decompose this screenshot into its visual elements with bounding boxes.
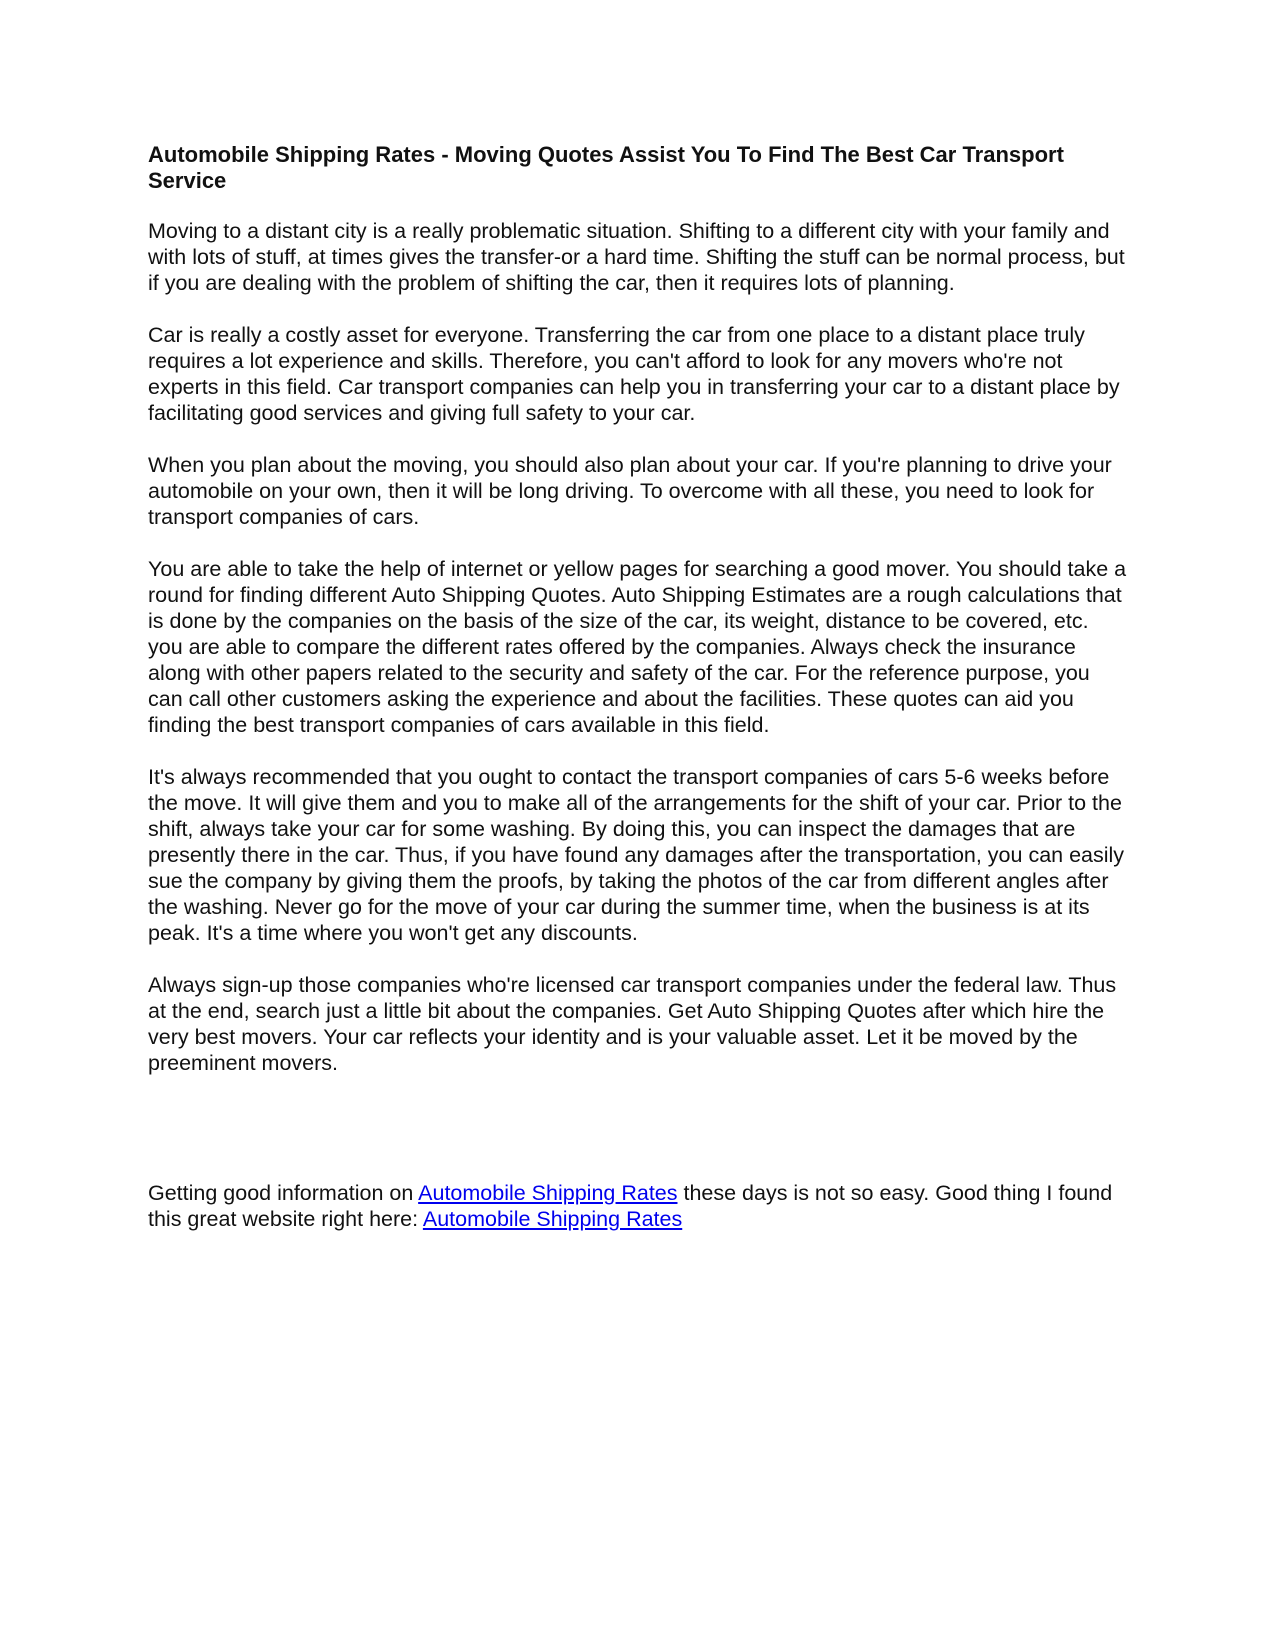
automobile-shipping-rates-link-1[interactable]: Automobile Shipping Rates xyxy=(418,1181,678,1205)
footer-text-start: Getting good information on xyxy=(148,1181,419,1205)
document-page xyxy=(148,142,1128,1258)
automobile-shipping-rates-link-2[interactable]: Automobile Shipping Rates xyxy=(422,1207,683,1231)
paragraph-5: It's always recommended that you ought to contact the transport companies of cars 5-6 weeks before the move. It will give them and you to make all of the arrangements for the shift of your car. Prior to the shift, always take your car for some washing. By doing this, you can inspect the damages that are presently there in the car. Thus, if you have found any damages after the transportation, you can easily sue the company by giving them the proofs, by taking the photos of the car from different angles after the washing. Never go for the move of your car during the summer time, when the business is at its peak. It's a time where you won't get any discounts. xyxy=(148,765,1125,945)
paragraph-2: Car is really a costly asset for everyone. Transferring the car from one place to a distant place truly requires a lot experience and skills. Therefore, you can't afford to look for any movers who're not experts in this field. Car transport companies can help you in transferring your car to a distant place by facilitating good services and giving full safety to your car. xyxy=(148,323,1120,425)
document-title: Automobile Shipping Rates - Moving Quotes Assist You To Find The Best Car Transport Service xyxy=(148,142,1064,193)
paragraph-1: Moving to a distant city is a really problematic situation. Shifting to a different city with your family and with lots of stuff, at times gives the transfer-or a hard time. Shifting the stuff can be normal process, but if you are dealing with the problem of shifting the car, then it requires lots of planning. xyxy=(148,219,1125,295)
paragraph-4: You are able to take the help of internet or yellow pages for searching a good mover. You should take a round for finding different Auto Shipping Quotes. Auto Shipping Estimates are a rough calculations that is done by the companies on the basis of the size of the car, its weight, distance to be covered, etc. you are able to compare the different rates offered by the companies. Always check the insurance along with other papers related to the security and safety of the car. For the reference purpose, you can call other customers asking the experience and about the facilities. These quotes can aid you finding the best transport companies of cars available in this field. xyxy=(148,557,1127,737)
blank-space xyxy=(148,1102,1128,1180)
paragraph-3: When you plan about the moving, you should also plan about your car. If you're planning to drive your automobile on your own, then it will be long driving. To overcome with all these, you need to look for transport companies of cars. xyxy=(148,453,1112,529)
paragraph-6: Always sign-up those companies who're licensed car transport companies under the federal law. Thus at the end, search just a little bit about the companies. Get Auto Shipping Quotes after which hire the very best movers. Your car reflects your identity and is your valuable asset. Let it be moved by the preeminent movers. xyxy=(148,973,1117,1075)
footer-text-middle: these days is not so easy. Good thing I found this great website right here: xyxy=(148,1181,1113,1231)
footer-paragraph xyxy=(148,1180,1128,1232)
